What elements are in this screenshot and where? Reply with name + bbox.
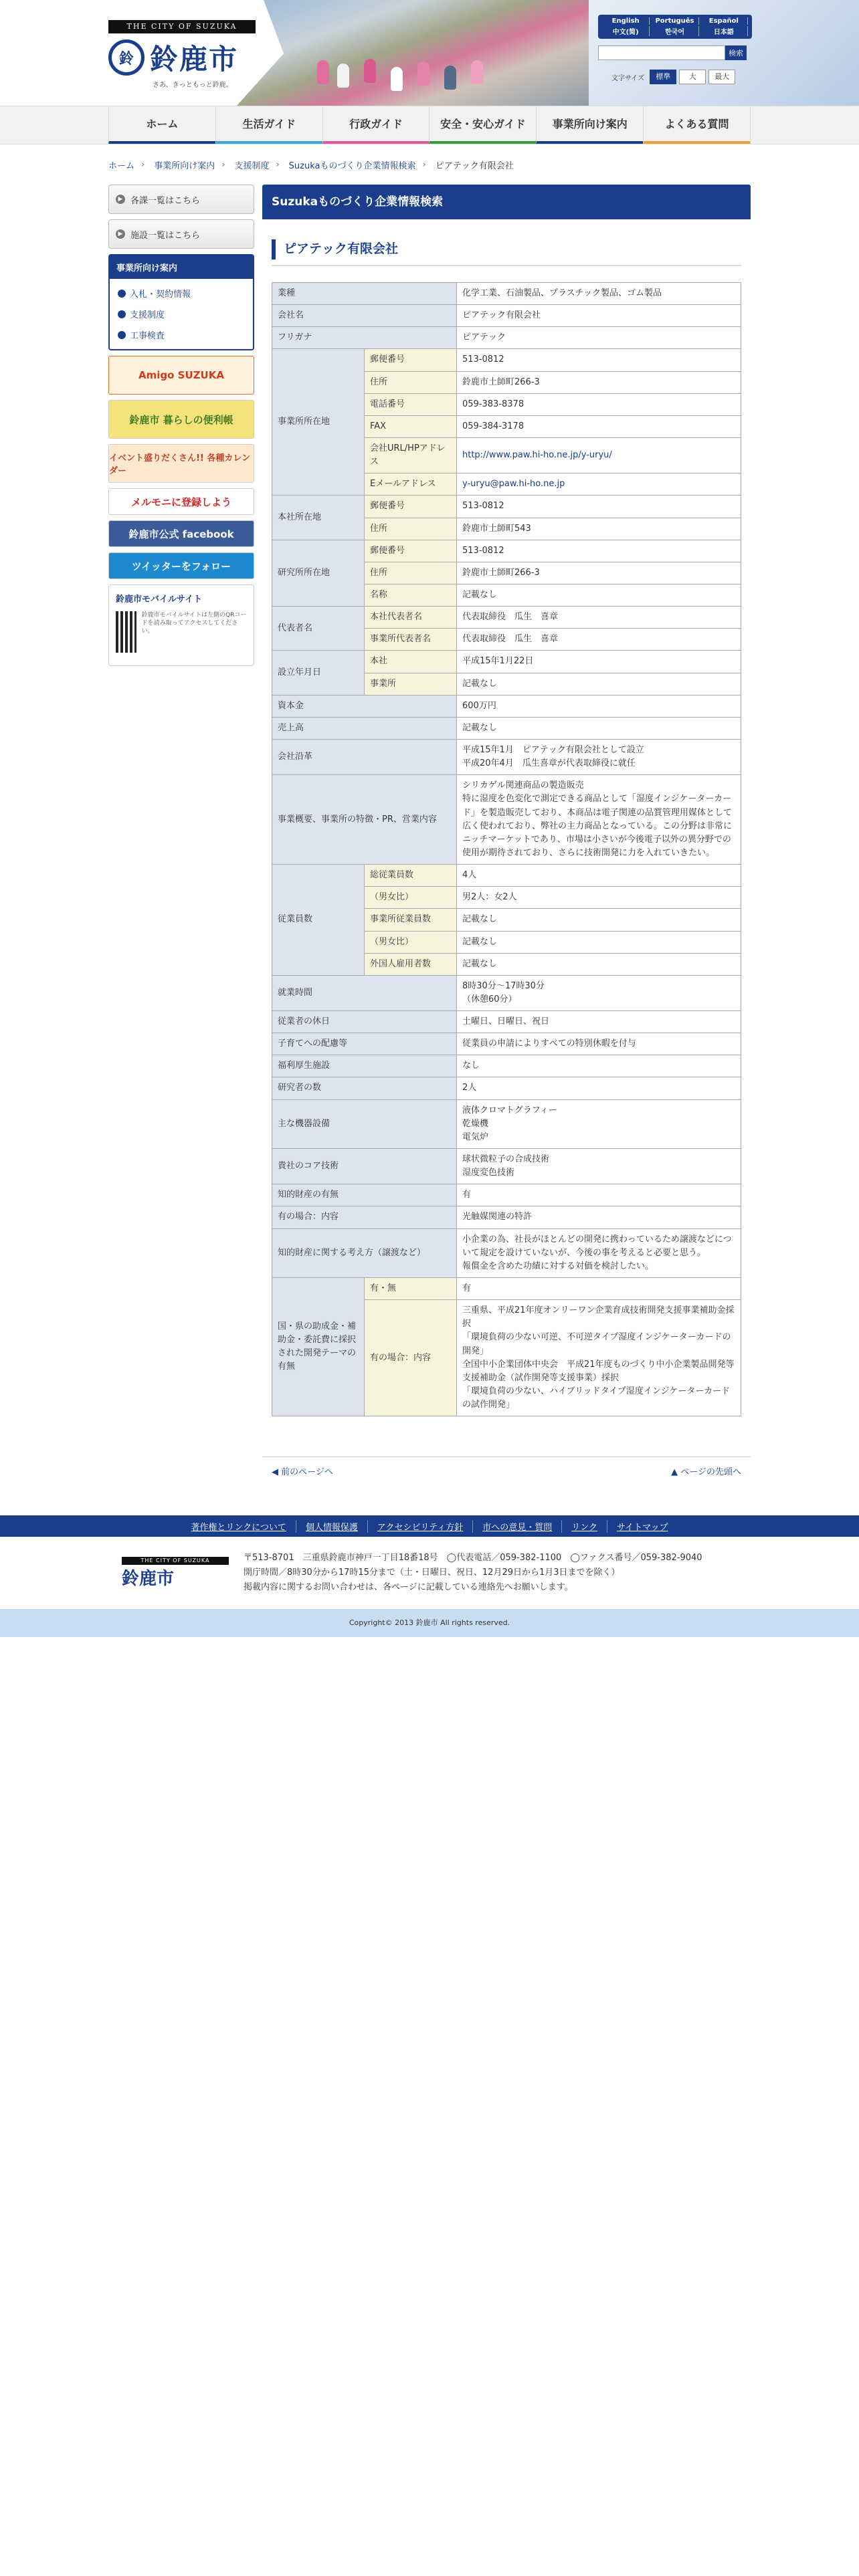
arrow-right-icon: ▶: [116, 229, 125, 239]
facility-list-label: 施設一覧はこちら: [130, 230, 201, 241]
row-value: 鈴鹿市土師町543: [457, 518, 741, 540]
table-row: [272, 305, 741, 327]
sub-label: 本社代表者名: [365, 607, 457, 629]
bullet-icon: [118, 331, 126, 339]
footer-link-accessibility[interactable]: アクセシビリティ方針: [367, 1520, 472, 1533]
banner-melmoni[interactable]: メルモニに登録しよう: [108, 488, 254, 515]
row-value: 有: [457, 1184, 741, 1206]
global-nav: [108, 106, 751, 144]
table-row: [272, 1278, 741, 1300]
lang-japanese[interactable]: 日本語: [700, 26, 748, 36]
row-label: 代表者名: [272, 607, 365, 651]
table-row: [272, 1099, 741, 1148]
sub-label: Eメールアドレス: [365, 473, 457, 496]
sub-label: （男女比）: [365, 931, 457, 953]
chevron-right-icon: ›: [422, 159, 426, 170]
nav-life-guide[interactable]: 生活ガイド: [215, 106, 322, 144]
footer-body: [108, 1537, 751, 1609]
chevron-right-icon: ›: [221, 159, 225, 170]
prev-page-label: 前のページへ: [281, 1467, 333, 1478]
table-row: [272, 349, 741, 371]
side-menu-link[interactable]: 工事検査: [130, 331, 165, 341]
sub-label: 電話番号: [365, 393, 457, 415]
table-row: [272, 651, 741, 673]
page-top-link[interactable]: [671, 1465, 741, 1477]
row-value: 三重県、平成21年度オンリーワン企業育成技術開発支援事業補助金採択 「環境負荷の少ない可逆、不可逆タイプ湿度インジケーターカードの開発」 全国中小企業団体中央会 平成21年度ものづくり中小企業製品開発等支援補助金（試作開発等支援事業）採択 「環境負荷の少ない、ハイブリッドタイプ湿度インジケーターカードの試作開発」: [457, 1300, 741, 1416]
table-row: [272, 695, 741, 717]
row-value: 2人: [457, 1077, 741, 1099]
row-label: フリガナ: [272, 327, 457, 349]
sub-label: 事業所: [365, 673, 457, 695]
mobile-site-box: [108, 584, 254, 666]
footer-logo: [122, 1557, 229, 1590]
sub-label: 外国人雇用者数: [365, 953, 457, 975]
company-title: ピアテック有限会社: [272, 239, 741, 259]
global-nav-bar: [0, 106, 859, 144]
sub-label: 郵便番号: [365, 540, 457, 562]
sub-label: 総従業員数: [365, 865, 457, 887]
sub-label: （男女比）: [365, 887, 457, 909]
font-size-large[interactable]: 大: [679, 70, 706, 84]
row-value: 8時30分～17時30分 （休憩60分）: [457, 975, 741, 1010]
lang-korean[interactable]: 한국어: [651, 26, 698, 36]
row-value: 記載なし: [457, 717, 741, 739]
banner-calendar[interactable]: イベント盛りだくさん!! 各種カレンダー: [108, 444, 254, 483]
site-logo[interactable]: [108, 20, 256, 87]
facility-list-button[interactable]: [108, 219, 254, 249]
table-row: [272, 775, 741, 865]
row-label: 資本金: [272, 695, 457, 717]
side-menu-item-bidding[interactable]: [110, 283, 253, 304]
row-label: 会社名: [272, 305, 457, 327]
nav-admin-guide[interactable]: 行政ガイド: [322, 106, 430, 144]
row-value: 059-383-8378: [457, 393, 741, 415]
row-label: 本社所在地: [272, 496, 365, 540]
logo-name: 鈴鹿市: [150, 43, 239, 76]
nav-home[interactable]: ホーム: [108, 106, 215, 144]
table-row: [272, 975, 741, 1010]
row-label: 研究所所在地: [272, 540, 365, 606]
breadcrumb-support[interactable]: 支援制度: [234, 160, 270, 171]
lang-portuguese[interactable]: Português: [651, 17, 698, 25]
row-label: 売上高: [272, 717, 457, 739]
sub-label: 事業所代表者名: [365, 629, 457, 651]
breadcrumb: [108, 144, 751, 185]
row-value: 従業員の申請によりすべての特別休暇を付与: [457, 1033, 741, 1055]
table-row: [272, 1206, 741, 1228]
row-value: 化学工業、石油製品、プラスチック製品、ゴム製品: [457, 283, 741, 305]
address-line: 〒513-8701 三重県鈴鹿市神戸一丁目18番18号 ◯代表電話／059-382-1100 ◯ファクス番号／059-382-9040: [244, 1553, 702, 1564]
divider: [272, 265, 741, 266]
nav-safety-guide[interactable]: 安全・安心ガイド: [429, 106, 536, 144]
sub-label: 郵便番号: [365, 349, 457, 371]
row-value: 513-0812: [457, 540, 741, 562]
side-menu-item-inspection[interactable]: [110, 324, 253, 345]
lang-chinese[interactable]: 中文(简): [602, 26, 650, 36]
banner-amigo[interactable]: Amigo SUZUKA: [108, 356, 254, 395]
font-size-label: 文字サイズ: [611, 74, 645, 82]
table-row: [272, 496, 741, 518]
row-label: 国・県の助成金・補助金・委託費に採択された開発テーマの有無: [272, 1278, 365, 1416]
page-top-label: ページの先頭へ: [680, 1467, 741, 1478]
row-label: 会社沿革: [272, 739, 457, 774]
table-row: [272, 327, 741, 349]
row-value: 平成15年1月 ピアテック有限会社として設立 平成20年4月 瓜生喜章が代表取締役に就任: [457, 739, 741, 774]
sub-label: 会社URL/HPアドレス: [365, 437, 457, 473]
main-content: [262, 185, 751, 1485]
chevron-right-icon: ›: [276, 159, 280, 170]
prev-page-link[interactable]: [272, 1465, 333, 1477]
row-value: 513-0812: [457, 496, 741, 518]
table-row: [272, 1149, 741, 1184]
arrow-right-icon: ▶: [116, 195, 125, 204]
banner-convenience-book[interactable]: 鈴鹿市 暮らしの便利帳: [108, 400, 254, 439]
breadcrumb-home[interactable]: ホーム: [108, 160, 135, 171]
row-label: 業種: [272, 283, 457, 305]
row-value: シリカゲル関連商品の製造販売 特に湿度を色変化で測定できる商品として「湿度インジケーターカード」を製造販売しており、本商品は電子関連の品質管理用媒体として広く使われており、弊社の主力商品となっている。この分野は非常にニッチマーケットであり、市場は小さいが今後電子以外の異分野での使用が期待されており、さらに技術開発に力を入れていきたい。: [457, 775, 741, 865]
row-value: 男2人：女2人: [457, 887, 741, 909]
row-value: 4人: [457, 865, 741, 887]
sub-label: 有の場合：内容: [365, 1300, 457, 1416]
row-value: 鈴鹿市土師町266-3: [457, 371, 741, 393]
breadcrumb-business[interactable]: 事業所向け案内: [154, 160, 215, 171]
footer-link-privacy[interactable]: 個人情報保護: [296, 1520, 367, 1533]
row-value: 記載なし: [457, 931, 741, 953]
bullet-icon: [118, 310, 126, 318]
pager: [262, 1457, 751, 1485]
department-list-button[interactable]: [108, 185, 254, 214]
table-row: [272, 607, 741, 629]
table-row: [272, 1184, 741, 1206]
row-value: 土曜日、日曜日、祝日: [457, 1011, 741, 1033]
content-header: Suzukaものづくり企業情報検索: [262, 185, 751, 219]
row-value: 小企業の為、社長がほとんどの開発に携わっているため譲渡などについて規定を設けていないが、今後の事を考えると必要と思う。 報償金を含めた功績に対する対価を検討したい。: [457, 1228, 741, 1277]
utility-area: [589, 0, 859, 106]
row-value: 記載なし: [457, 953, 741, 975]
row-value: 鈴鹿市土師町266-3: [457, 562, 741, 584]
row-value: 平成15年1月22日: [457, 651, 741, 673]
table-row: [272, 283, 741, 305]
sub-label: 有・無: [365, 1278, 457, 1300]
footer-link-copyright[interactable]: 著作権とリンクについて: [191, 1522, 286, 1533]
mobile-site-title: 鈴鹿市モバイルサイト: [116, 595, 203, 605]
footer-link-opinion[interactable]: 市への意見・質問: [472, 1520, 561, 1533]
lang-spanish[interactable]: Español: [700, 17, 748, 25]
company-info-table: [272, 282, 741, 1416]
side-menu-item-support[interactable]: [110, 304, 253, 324]
bullet-icon: [118, 290, 126, 298]
language-links: [598, 15, 752, 39]
qr-code-icon: [116, 611, 136, 653]
row-label: 従業者の休日: [272, 1011, 457, 1033]
row-label: 研究者の数: [272, 1077, 457, 1099]
row-value: 有: [457, 1278, 741, 1300]
arrow-up-icon: ▲: [671, 1467, 681, 1478]
row-value: なし: [457, 1055, 741, 1077]
city-emblem-icon: 鈴: [108, 39, 145, 76]
row-label: 主な機器設備: [272, 1099, 457, 1148]
row-label: 子育てへの配慮等: [272, 1033, 457, 1055]
mobile-site-desc: 鈴鹿市モバイルサイトは左側のQRコードを読み取ってアクセスしてください。: [141, 612, 247, 635]
row-value: 記載なし: [457, 909, 741, 931]
row-value: ピアテック有限会社: [457, 305, 741, 327]
sub-label: 住所: [365, 562, 457, 584]
table-row: [272, 1228, 741, 1277]
row-value: 光触媒関連の特許: [457, 1206, 741, 1228]
font-size-standard[interactable]: 標準: [650, 70, 676, 84]
department-list-label: 各課一覧はこちら: [130, 195, 201, 206]
side-menu: [108, 254, 254, 350]
row-label: 貴社のコア技術: [272, 1149, 457, 1184]
row-value: 代表取締役 瓜生 喜章: [457, 607, 741, 629]
side-menu-title: 事業所向け案内: [110, 255, 253, 279]
row-value: 記載なし: [457, 673, 741, 695]
footer-logo-band: THE CITY OF SUZUKA: [122, 1557, 229, 1565]
footer-address: [244, 1551, 702, 1595]
footer-link-links[interactable]: リンク: [561, 1520, 607, 1533]
row-label: 知的財産に関する考え方（譲渡など）: [272, 1228, 457, 1277]
chevron-right-icon: ›: [141, 159, 145, 170]
site-search: [598, 45, 747, 60]
row-value: 記載なし: [457, 584, 741, 606]
row-label: 従業員数: [272, 865, 365, 976]
contact-note: 掲載内容に関するお問い合わせは、各ページに記載している連絡先へお願いします。: [244, 1582, 573, 1593]
table-row: [272, 739, 741, 774]
row-value: 600万円: [457, 695, 741, 717]
logo-band: THE CITY OF SUZUKA: [108, 20, 256, 33]
row-value: 液体クロマトグラフィー 乾燥機 電気炉: [457, 1099, 741, 1148]
row-label: 福利厚生施設: [272, 1055, 457, 1077]
logo-tagline: さあ、きっともっと鈴鹿。: [153, 82, 233, 89]
breadcrumb-current: ピアテック有限会社: [435, 160, 514, 171]
sub-label: 住所: [365, 518, 457, 540]
row-label: 就業時間: [272, 975, 457, 1010]
table-row: [272, 865, 741, 887]
banner-facebook[interactable]: 鈴鹿市公式 facebook: [108, 520, 254, 547]
sub-label: FAX: [365, 415, 457, 437]
row-label: 知的財産の有無: [272, 1184, 457, 1206]
arrow-left-icon: ◀: [272, 1467, 282, 1478]
banner-twitter[interactable]: ツイッターをフォロー: [108, 552, 254, 579]
footer-links: [0, 1515, 859, 1537]
search-input[interactable]: [598, 45, 725, 60]
footer-link-sitemap[interactable]: サイトマップ: [607, 1520, 678, 1533]
sub-label: 住所: [365, 371, 457, 393]
font-size-switcher: [611, 70, 735, 84]
row-label: 設立年月日: [272, 651, 365, 695]
site-header: [0, 0, 859, 106]
font-size-largest[interactable]: 最大: [708, 70, 735, 84]
table-row: [272, 540, 741, 562]
side-menu-link[interactable]: 支援制度: [130, 310, 165, 320]
sub-label: 本社: [365, 651, 457, 673]
side-menu-link[interactable]: 入札・契約情報: [130, 290, 191, 300]
table-row: [272, 1077, 741, 1099]
breadcrumb-search[interactable]: Suzukaものづくり企業情報検索: [288, 160, 416, 171]
sidebar: [108, 185, 254, 666]
hero-image: [237, 0, 595, 106]
footer-logo-name: 鈴鹿市: [122, 1568, 175, 1589]
lang-english[interactable]: English: [602, 17, 650, 25]
row-label: 有の場合：内容: [272, 1206, 457, 1228]
nav-faq[interactable]: よくある質問: [643, 106, 751, 144]
nav-business[interactable]: 事業所向け案内: [536, 106, 643, 144]
row-value: 059-384-3178: [457, 415, 741, 437]
sub-label: 事業所従業員数: [365, 909, 457, 931]
row-value: 球状微粒子の合成技術 湿度変色技術: [457, 1149, 741, 1184]
row-label: 事業概要、事業所の特徴・PR、営業内容: [272, 775, 457, 865]
sub-label: 名称: [365, 584, 457, 606]
table-row: [272, 1011, 741, 1033]
copyright: Copyright© 2013 鈴鹿市 All rights reserved.: [0, 1609, 859, 1637]
table-row: [272, 1055, 741, 1077]
row-value: 513-0812: [457, 349, 741, 371]
row-value: ピアテック: [457, 327, 741, 349]
sub-label: 郵便番号: [365, 496, 457, 518]
search-button[interactable]: 検索: [725, 45, 747, 60]
table-row: [272, 717, 741, 739]
hours-line: 開庁時間／8時30分から17時15分まで（土・日曜日、祝日、12月29日から1月3日までを除く）: [244, 1568, 620, 1578]
company-url-link[interactable]: http://www.paw.hi-ho.ne.jp/y-uryu/: [462, 450, 612, 461]
row-label: 事業所所在地: [272, 349, 365, 496]
table-row: [272, 1033, 741, 1055]
company-email-link[interactable]: y-uryu@paw.hi-ho.ne.jp: [462, 479, 565, 490]
row-value: 代表取締役 瓜生 喜章: [457, 629, 741, 651]
